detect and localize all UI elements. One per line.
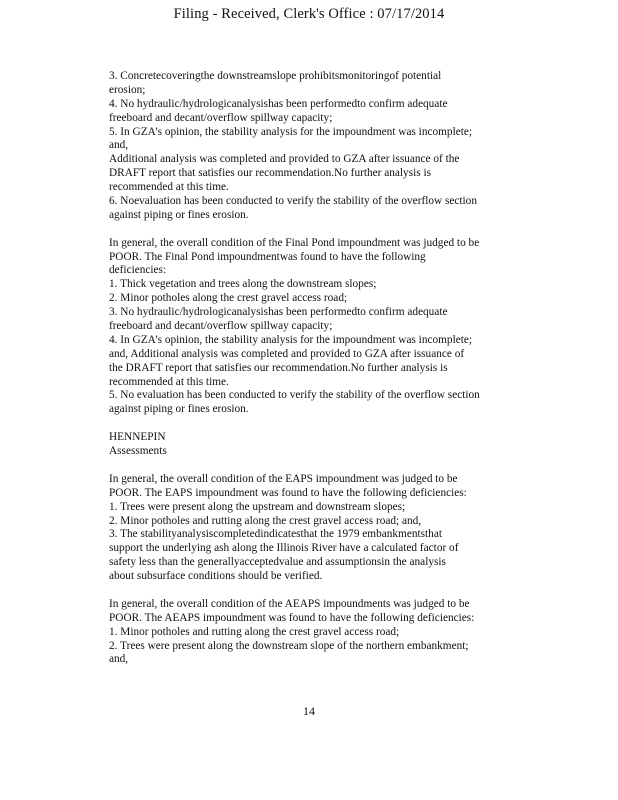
paragraph-final-pond <box>109 237 561 418</box>
text-line: 3. Concretecoveringthe downstreamslope prohibitsmonitoringof potential <box>109 70 442 82</box>
text-line: and, <box>109 139 129 152</box>
paragraph-eaps <box>109 473 561 584</box>
text-line: about subsurface conditions should be verified. <box>109 570 323 583</box>
section-subheading: Assessments <box>109 445 167 458</box>
text-line: recommended at this time. <box>109 181 229 194</box>
text-line: 2. Minor potholes along the crest gravel access road; <box>109 292 348 305</box>
text-line: POOR. The EAPS impoundment was found to have the following deficiencies: <box>109 486 467 499</box>
text-line: recommended at this time. <box>109 375 229 388</box>
text-line: 2. Trees were present along the downstream slope of the northern embankment; <box>109 639 469 652</box>
text-line: In general, the overall condition of the EAPS impoundment was judged to be <box>109 472 458 485</box>
text-line: 2. Minor potholes and rutting along the crest gravel access road; and, <box>109 514 422 527</box>
text-line: against piping or fines erosion. <box>109 208 249 221</box>
document-body <box>109 70 561 667</box>
text-line: support the underlying ash along the Illinois River have a calculated factor of <box>109 542 459 555</box>
text-line: against piping or fines erosion. <box>109 403 249 416</box>
filing-header: Filing - Received, Clerk's Office : 07/17/2014 <box>173 6 445 22</box>
text-line: erosion; <box>109 83 146 96</box>
text-line: 1. Thick vegetation and trees along the downstream slopes; <box>109 278 377 291</box>
text-line: 4. No hydraulic/hydrologicanalysishas been performedto confirm adequate <box>109 97 448 110</box>
text-line: and, Additional analysis was completed and provided to GZA after issuance of <box>109 347 465 360</box>
text-line: In general, the overall condition of the AEAPS impoundments was judged to be <box>109 597 470 610</box>
text-line: Additional analysis was completed and provided to GZA after issuance of the <box>109 153 460 166</box>
text-line: DRAFT report that satisfies our recommendation.No further analysis is <box>109 167 431 180</box>
text-line: 6. Noevaluation has been conducted to verify the stability of the overflow section <box>109 195 477 208</box>
text-line: 3. The stabilityanalysiscompletedindicatesthat the 1979 embankmentsthat <box>109 528 442 541</box>
text-line: 5. No evaluation has been conducted to verify the stability of the overflow section <box>109 389 480 402</box>
text-line: 5. In GZA’s opinion, the stability analysis for the impoundment was incomplete; <box>109 125 473 138</box>
text-line: deficiencies: <box>109 264 167 277</box>
section-heading: HENNEPIN <box>109 431 166 444</box>
text-line: 1. Minor potholes and rutting along the crest gravel access road; <box>109 625 400 638</box>
text-line: the DRAFT report that satisfies our recommendation.No further analysis is <box>109 361 448 374</box>
text-line: 4. In GZA’s opinion, the stability analysis for the impoundment was incomplete; <box>109 333 473 346</box>
text-line: POOR. The AEAPS impoundment was found to have the following deficiencies: <box>109 611 475 624</box>
text-line: In general, the overall condition of the Final Pond impoundment was judged to be <box>109 236 480 249</box>
paragraph-aeaps <box>109 598 561 667</box>
paragraph-final-pond-deficiencies-cont <box>109 70 561 223</box>
text-line: freeboard and decant/overflow spillway capacity; <box>109 111 333 124</box>
text-line: 1. Trees were present along the upstream and downstream slopes; <box>109 500 406 513</box>
page-number: 14 <box>303 704 315 718</box>
text-line: POOR. The Final Pond impoundmentwas found to have the following <box>109 250 426 263</box>
text-line: 3. No hydraulic/hydrologicanalysishas been performedto confirm adequate <box>109 306 448 319</box>
text-line: safety less than the generallyacceptedvalue and assumptionsin the analysis <box>109 556 446 569</box>
text-line: freeboard and decant/overflow spillway capacity; <box>109 320 333 333</box>
text-line: and, <box>109 653 129 666</box>
